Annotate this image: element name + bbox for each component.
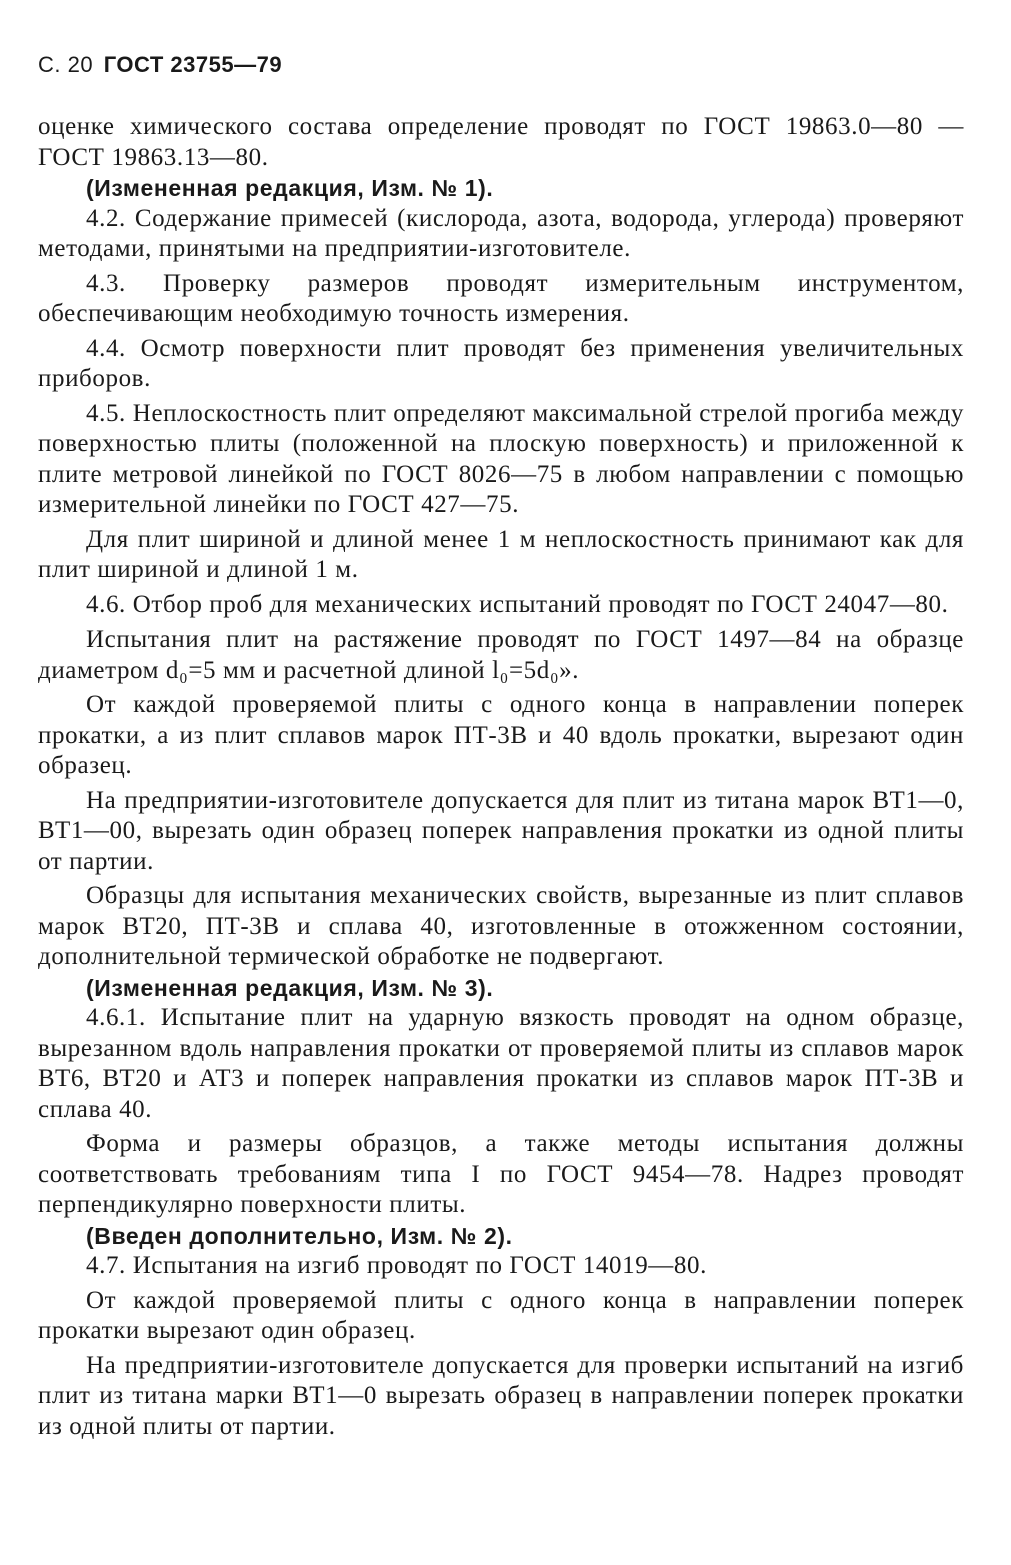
- page-number: С. 20: [38, 52, 94, 77]
- paragraph-continuation: оценке химического состава определение проводят по ГОСТ 19863.0—80 — ГОСТ 19863.13—80.: [38, 113, 964, 171]
- amendment-note: (Измененная редакция, Изм. № 1).: [86, 175, 494, 201]
- amendment-note: (Измененная редакция, Изм. № 3).: [86, 974, 494, 1001]
- paragraph-4-6-1: 4.6.1. Испытание плит на ударную вязкость проводят на одном образце, вырезанном вдоль направления прокатки от проверяемой плиты из сплавов марок ВТ6, ВТ20 и АТ3 и поперек направления прокатки из сплавов марок ПТ-3В и сплава 40.: [38, 1004, 964, 1123]
- paragraph-4-3: 4.3. Проверку размеров проводят измерительным инструментом, обеспечивающим необходимую точность измерения.: [38, 269, 964, 327]
- standard-number: ГОСТ 23755—79: [103, 52, 283, 77]
- paragraph: Для плит шириной и длиной менее 1 м неплоскостность принимают как для плит шириной и длиной 1 м.: [38, 525, 964, 583]
- amendment-note: (Введен дополнительно, Изм. № 2).: [86, 1222, 513, 1249]
- paragraph-4-4: 4.4. Осмотр поверхности плит проводят без применения увеличительных приборов.: [38, 334, 964, 392]
- paragraph-4-6: 4.6. Отбор проб для механических испытаний проводят по ГОСТ 24047—80.: [86, 590, 949, 618]
- paragraph: На предприятии-изготовителе допускается для плит из титана марок ВТ1—0, ВТ1—00, вырезать один образец поперек направления прокатки из одной плиты от партии.: [38, 786, 964, 875]
- paragraph-4-5: 4.5. Неплоскостность плит определяют максимальной стрелой прогиба между поверхностью плиты (положенной на плоскую поверхность) и приложенной к плите метровой линейкой по ГОСТ 8026—75 в любом направлении с помощью измерительной линейки по ГОСТ 427—75.: [38, 399, 964, 518]
- paragraph: На предприятии-изготовителе допускается для проверки испытаний на изгиб плит из титана марки ВТ1—0 вырезать образец в направлении поперек прокатки из одной плиты от партии.: [38, 1351, 964, 1440]
- paragraph: От каждой проверяемой плиты с одного конца в направлении поперек прокатки, а из плит сплавов марок ПТ-3В и 40 вдоль прокатки, вырезают один образец.: [38, 691, 964, 779]
- paragraph: Образцы для испытания механических свойств, вырезанные из плит сплавов марок ВТ20, ПТ-3В и сплава 40, изготовленные в отожженном состоянии, дополнительной термической обработке не подвергают.: [38, 882, 964, 970]
- page-header: [38, 52, 282, 78]
- paragraph: Форма и размеры образцов, а также методы испытания должны соответствовать требованиям типа I по ГОСТ 9454—78. Надрез проводят перпендикулярно поверхности плиты.: [38, 1130, 964, 1218]
- paragraph-4-2: 4.2. Содержание примесей (кислорода, азота, водорода, углерода) проверяют методами, принятыми на предприятии-изготовителе.: [38, 204, 964, 262]
- document-body: [38, 112, 964, 1442]
- paragraph: От каждой проверяемой плиты с одного конца в направлении поперек прокатки вырезают один образец.: [38, 1286, 964, 1344]
- paragraph: Испытания плит на растяжение проводят по ГОСТ 1497—84 на образце диаметром d₀=5 мм и расчетной длиной l₀=5d₀».: [38, 626, 964, 684]
- paragraph-4-7: 4.7. Испытания на изгиб проводят по ГОСТ 14019—80.: [86, 1252, 707, 1279]
